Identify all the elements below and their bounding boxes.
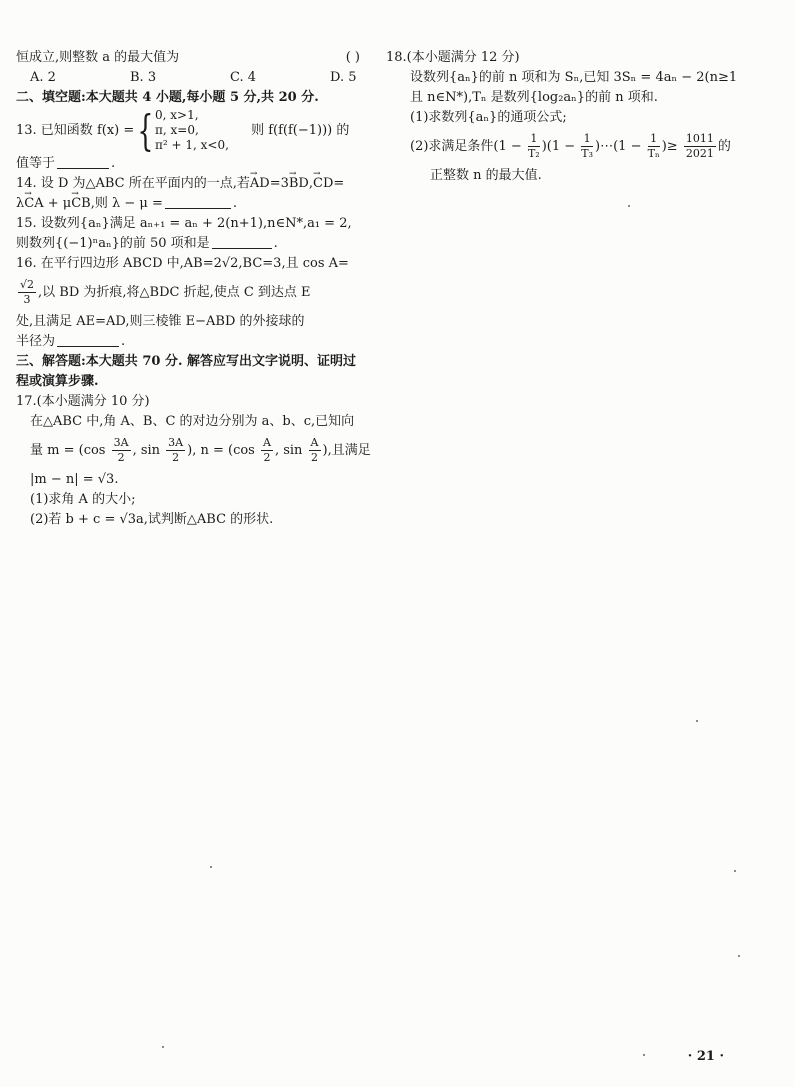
scan-speck [738,955,740,957]
scan-speck [643,1054,645,1056]
fraction-numerator: 1 [528,132,540,147]
q18-part1: (1)求数列{aₙ}的通项公式; [410,110,567,125]
fraction-numerator: 1011 [685,132,714,145]
fraction-denominator: 2 [263,451,271,464]
q17-n-open: ), n = (cos [187,443,255,458]
fraction-denominator: 2021 [685,147,714,160]
left-column [16,48,371,530]
q13-suffix: 则 f(f(f(−1))) 的 [251,123,350,138]
q17-sin: , sin [132,443,161,458]
q16-line2-text: ,以 BD 为折痕,将△BDC 折起,使点 C 到达点 E [38,285,311,300]
q18-line1: 设数列{aₙ}的前 n 项和为 Sₙ,已知 3Sₙ = 4aₙ − 2(n≥1 [410,70,738,85]
q17-sin: , sin [274,443,303,458]
q14-comma: , [308,176,313,191]
fraction-denominator: T₂ [527,147,540,160]
answer-blank [57,332,119,347]
fraction-3a-over-2 [112,436,131,465]
question-18-header: 18.(本小题满分 12 分) [386,50,520,65]
fraction-1-over-tn [648,132,660,161]
fraction-numerator: A [310,436,319,449]
q14-lambda: λ [16,196,25,211]
question-14-line1 [16,174,366,194]
scan-speck [696,720,698,722]
option-a: A. 2 [30,70,56,85]
fraction-numerator: √2 [20,278,35,291]
question-12-tail [16,48,366,68]
option-b: B. 3 [130,70,157,85]
fraction-denominator: 2 [311,451,319,464]
fraction-a-over-2 [261,436,273,465]
case-2: π, x=0, [155,123,199,137]
case-1: 0, x>1, [155,108,199,122]
fraction-numerator: 1 [648,132,660,147]
q14-end: . [232,196,237,211]
question-14-line2 [16,194,366,214]
q14-question: ,则 λ − μ = [90,196,163,211]
q18-p2-dots: )⋯(1 − [595,139,642,154]
vector-cd: → CD [313,174,333,194]
section-2-heading: 二、填空题:本大题共 4 小题,每小题 5 分,共 20 分. [16,90,319,105]
fraction-1-over-t3 [581,132,593,161]
q18-last-line: 正整数 n 的最大值. [430,168,542,183]
q14-text: 14. 设 D 为△ABC 所在平面内的一点,若 [16,176,250,191]
answer-blank [57,154,109,169]
fraction-denominator: T₃ [581,147,594,160]
q17-m-open: 量 m = (cos [30,443,106,458]
scan-speck [734,870,736,872]
scan-speck [162,1046,164,1048]
fraction-numerator: 3A [168,436,184,449]
fraction-numerator: 1 [581,132,593,147]
question-17-header: 17.(本小题满分 10 分) [16,394,150,409]
q18-p2-end: 的 [717,139,731,154]
piecewise-cases [155,108,229,153]
fraction-a-over-2 [309,436,321,465]
section-3-heading-line2: 程或演算步骤. [16,374,99,389]
q13-prefix: 13. 已知函数 f(x) = [16,123,135,138]
question-13 [16,105,366,155]
fraction-1011-over-2021 [684,132,716,161]
question-16-line2 [16,274,366,312]
q18-p2-mid: )(1 − [541,139,576,154]
q17-line3: |m − n| = √3. [30,472,119,487]
q16-line4-text: 半径为 [16,334,56,349]
fraction-numerator: 3A [113,436,129,449]
option-c: C. 4 [230,70,257,85]
answer-blank [212,234,272,249]
question-16-line4 [16,332,366,352]
case-3: π² + 1, x<0, [155,138,229,152]
vector-bd: → BD [289,174,309,194]
fraction-sqrt2-over-3 [18,278,36,307]
q13-line2-text: 值等于 [16,156,56,171]
q17-close: ),且满足 [322,443,371,458]
question-16-line3: 处,且满足 AE=AD,则三棱锥 E−ABD 的外接球的 [16,314,305,329]
q14-plus: + μ [43,196,72,211]
q12-text: 恒成立,则整数 a 的最大值为 [16,50,180,65]
q16-end: . [121,334,126,349]
question-15-line1: 15. 设数列{aₙ}满足 aₙ₊₁ = aₙ + 2(n+1),n∈N*,a₁ = 2, [16,216,352,231]
answer-parentheses: ( ) [345,50,360,65]
q13-end: . [111,156,116,171]
q14-eq2: = [333,176,345,191]
fraction-numerator: A [262,436,271,449]
scan-speck [210,866,212,868]
question-15-line2 [16,234,366,254]
q18-p2-geq: )≥ [661,139,678,154]
q18-p2-open: (2)求满足条件(1 − [410,139,522,154]
fraction-denominator: 2 [117,451,125,464]
q17-line1: 在△ABC 中,角 A、B、C 的对边分别为 a、b、c,已知向 [30,414,355,429]
q17-part1: (1)求角 A 的大小; [30,492,136,507]
right-column [386,48,766,186]
q18-line2: 且 n∈N*),Tₙ 是数列{log₂aₙ}的前 n 项和. [410,90,658,105]
fraction-3a-over-2 [166,436,185,465]
page-number: · 21 · [687,1049,724,1064]
q12-options [16,68,366,88]
q17-line2 [16,432,371,470]
answer-blank [165,194,231,209]
fraction-1-over-t2 [528,132,540,161]
fraction-denominator: 2 [172,451,180,464]
option-d: D. 5 [330,70,357,85]
q17-part2: (2)若 b + c = √3a,试判断△ABC 的形状. [30,512,274,527]
q15-text: 则数列{(−1)ⁿaₙ}的前 50 项和是 [16,236,210,251]
q14-eq1: =3 [269,176,289,191]
vector-ca: → CA [24,194,43,214]
brace-symbol: { [137,105,154,155]
scan-speck [628,205,630,207]
fraction-denominator: 3 [23,293,31,306]
q18-part2 [386,128,766,166]
question-16-line1: 16. 在平行四边形 ABCD 中,AB=2√2,BC=3,且 cos A= [16,256,349,271]
fraction-denominator: Tₙ [647,147,660,160]
q15-end: . [273,236,278,251]
section-3-heading-line1: 三、解答题:本大题共 70 分. 解答应写出文字说明、证明过 [16,354,356,369]
vector-ad: → AD [250,174,270,194]
vector-cb: → CB [71,194,91,214]
